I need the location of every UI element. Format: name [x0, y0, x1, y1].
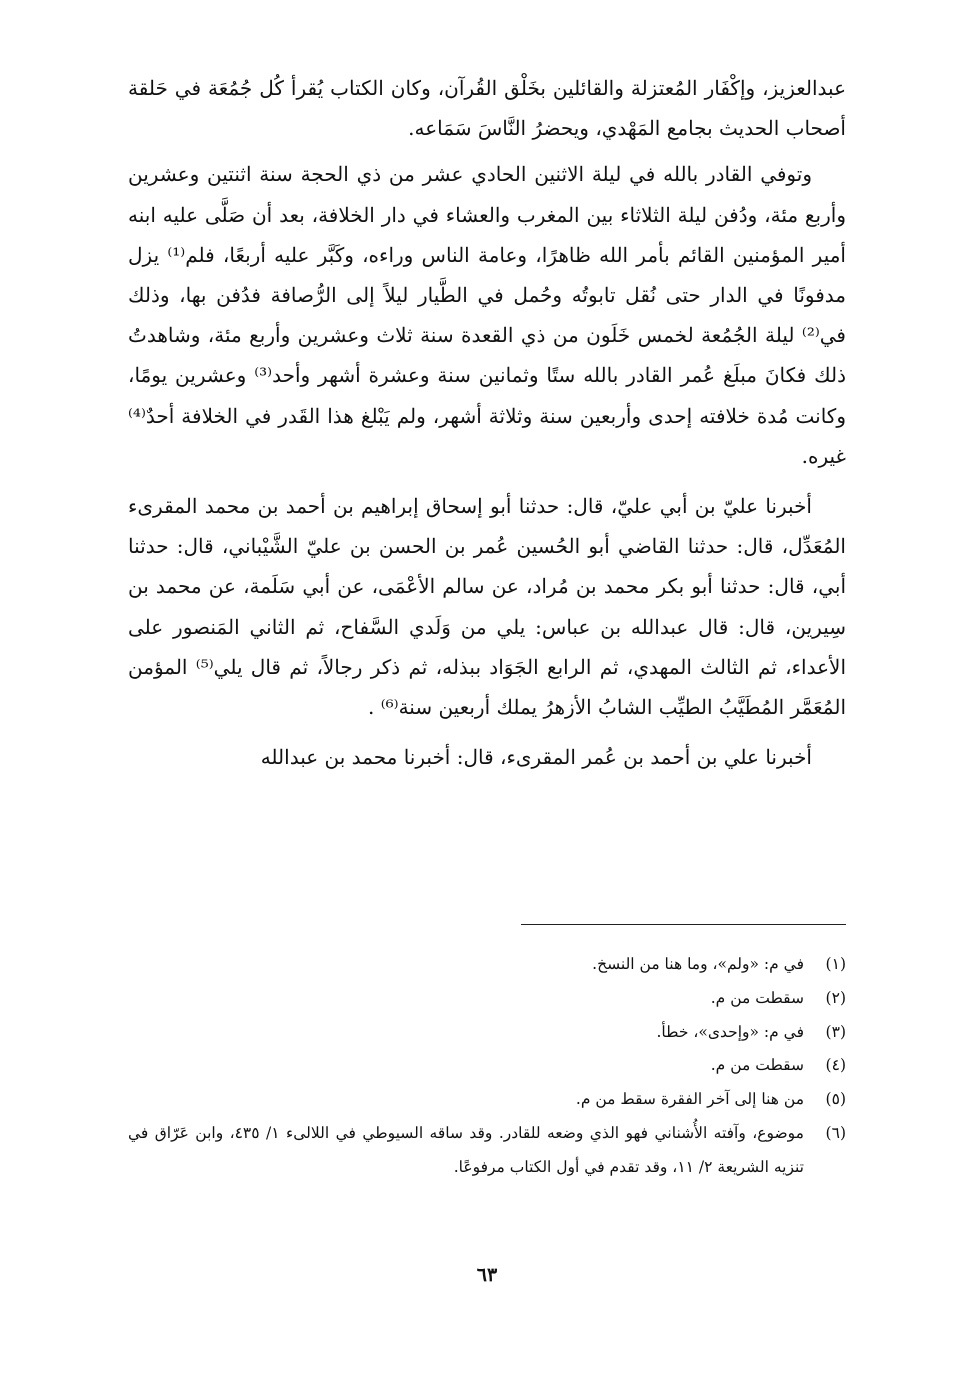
footnote-number: (٤): [825, 1056, 846, 1075]
footnotes: [128, 948, 846, 1185]
book-page: [128, 68, 846, 1391]
footnote-text: من هنا إلى آخر الفقرة سقط من م.: [575, 1090, 804, 1109]
footnote-number: (١): [825, 955, 846, 973]
footnote-text: سقطت من م.: [710, 1056, 804, 1075]
body-paragraph-4: أخبرنا علي بن أحمد بن عُمر المقرىء، قال: أخبرنا محمد بن عبدالله: [260, 745, 812, 770]
footnote-separator: [521, 924, 846, 925]
footnote-1: [128, 948, 846, 982]
footnote-text: موضوع، وآفته الأُشناني فهو الذي وضعه للقادر. وقد ساقه السيوطي في اللالىء ١/ ٤٣٥، وابن عَرّاق في تنزيه الشريعة ٢/ ١١، وقد تقدم في أول الكتاب مرفوعًا.: [128, 1123, 804, 1176]
footnote-number: (٣): [825, 1022, 846, 1041]
body-paragraph-3: أخبرنا عليّ بن أبي عليّ، قال: حدثنا أبو إسحاق إبراهيم بن أحمد بن محمد المقرىء المُعَدِّل، قال: حدثنا القاضي أبو الحُسين عُمر بن الحسن بن عليّ الشَّيْباني، قال: حدثنا أبي، قال: حدثنا أبو بكر محمد بن مُراد، عن سالم الأعْمَى، عن أبي سَلَمة، عن محمد بن سِيرين، قال: قال عبدالله بن عباس: يلي من وَلَدي السَّفاح، ثم الثاني المَنصور على الأعداء، ثم الثالث المهدي، ثم الرابع الجَوَاد ببذله، ثم ذكر رجالاً، ثم قال يلي⁽⁵⁾ المؤمن المُعَمَّر المُطَيَّبُ الطيِّب الشابُ الأزهرُ يملك أربعين سنة⁽⁶⁾ .: [128, 494, 846, 720]
footnote-6: [128, 1117, 846, 1185]
footnote-5: [128, 1083, 846, 1117]
footnote-2: [128, 982, 846, 1016]
body-paragraph-2: وتوفي القادر بالله في ليلة الاثنين الحادي عشر من ذي الحجة سنة اثنتين وعشرين وأربع مئة، ودُفن ليلة الثلاثاء بين المغرب والعشاء في دار الخلافة، بعد أن صَلَّى عليه ابنه أمير المؤمنين القائم بأمر الله ظاهرًا، وعامة الناس وراءه، وكَبَّر عليه أربعًا، فلم⁽¹⁾ يزل مدفونًا في الدار حتى نُقل تابوتُه وحُمل في الطَّيار ليلاً إلى الرُّصافة فدُفن بها، وذلك في⁽²⁾ ليلة الجُمُعة لخمس خَلَون من ذي القعدة سنة ثلاث وعشرين وأربع مئة، وشاهدتُ ذلك فكانَ مبلَغ عُمر القادر بالله ستًا وثمانين سنة وعشرة أشهر وأحد⁽³⁾ وعشرين يومًا، وكانت مُدة خلافته إحدى وأربعين سنة وثلاثة أشهر، ولم يَبْلغ هذا القَدر في الخلافة أحدٌ⁽⁴⁾ غيره.: [128, 162, 847, 468]
footnote-text: في م: «وإحدى»، خطأ.: [656, 1022, 804, 1041]
footnote-number: (٥): [825, 1090, 846, 1109]
footnote-text: في م: «ولم»، وما هنا من النسخ.: [592, 955, 804, 973]
footnote-number: (٢): [825, 988, 846, 1007]
footnote-number: (٦): [825, 1123, 846, 1142]
body-paragraph-1: عبدالعزيز، وإكْفَار المُعتزلة والقائلين بخَلْق القُرآن، وكان الكتاب يُقرأ كُل جُمُعَة في حَلقة أصحاب الحديث بجامع المَهْدي، ويحضرُ النَّاسَ سَمَاعه.: [128, 76, 846, 141]
footnote-text: سقطت من م.: [710, 988, 804, 1007]
page-number: ٦٣: [476, 1264, 498, 1286]
footnote-3: [128, 1016, 846, 1050]
footnote-4: [128, 1049, 846, 1083]
